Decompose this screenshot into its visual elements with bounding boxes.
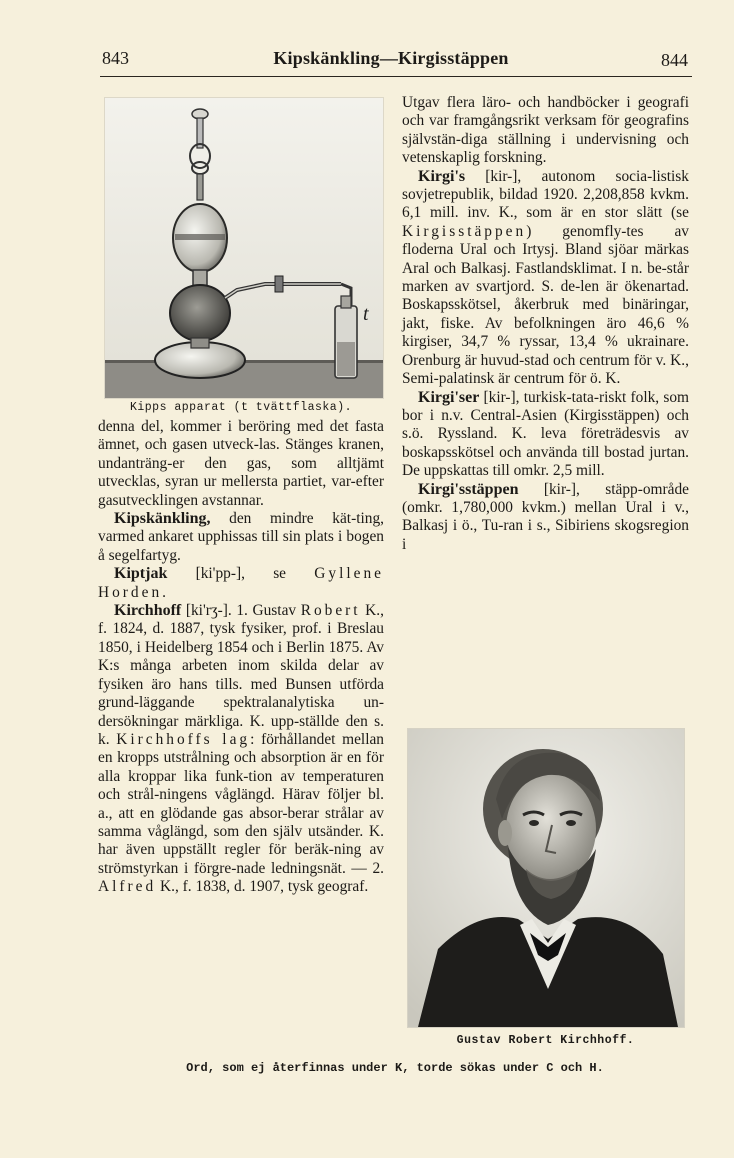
paragraph-kirchhoff-continued: Utgav flera läro- och handböcker i geografi och var framgångsrikt verksam för geografins självstän-diga ställning i undervisning och vetenskaplig forskning. <box>402 94 689 167</box>
headword-kirgisstappen: Kirgi'sstäppen <box>418 480 519 498</box>
headword-kirgis: Kirgi's <box>418 167 466 185</box>
headword-kirgiser: Kirgi'ser <box>418 388 480 406</box>
kipp-apparatus-drawing <box>105 98 383 398</box>
headword-kirchhoff: Kirchhoff <box>114 602 182 620</box>
entry-kirchhoff: Kirchhoff [ki'rʒ-]. 1. Gustav Robert K., f. 1824, d. 1887, tysk fysiker, prof. i Breslau 1850, i Heidelberg 1854 och i Berlin 1875. Av K:s många arbeten inom skilda delar av fysiken äro hans tills. med Bunsen utförda grund-läggande spektralanalytiska un-dersökningar märkliga. K. upp-ställde den s. k. Kirchhoffs lag: förhållandet mellan en kropps utstrålning och absorption är en för alla kroppar lika funk-tion av temperaturen och strål-ningens våglängd. Härav följer bl. a., att en glödande gas absor-berar strålar av samma våglängd, som den själv utsänder. K. har även uppställt regler för beräk-ning av strömstyrkan i förgre-nade ledningsnät. — 2. Alfred K., f. 1838, d. 1907, tysk geograf. <box>98 602 385 896</box>
headword-kiptjak: Kiptjak <box>114 565 168 583</box>
page-number-right: 844 <box>661 50 688 70</box>
page-title: Kipskänkling—Kirgisstäppen <box>273 48 509 68</box>
paragraph-kipp-continued: denna del, kommer i beröring med det fasta ämnet, och gasen utveck-las. Stänges kranen, undanträng-er den gas, som alltjämt utvecklas, syran ur mellersta partiet, var-efter gasutvecklingen avstannar. <box>98 418 384 509</box>
right-column-text <box>402 94 689 554</box>
portrait-drawing <box>408 729 684 1027</box>
entry-kipskankling: Kipskänkling, den mindre kät-ting, varmed ankaret upphissas till sin plats i bogen å segelfartyg. <box>98 510 384 564</box>
entry-kiptjak: Kiptjak [ki'pp-], se Gyllene Horden. <box>98 565 384 601</box>
kipp-apparatus-illustration <box>104 97 384 399</box>
header-rule <box>100 76 692 77</box>
wash-bottle-label: t <box>363 303 369 325</box>
headword-kipskankling: Kipskänkling, <box>114 510 211 528</box>
kirchhoff-portrait <box>407 728 685 1028</box>
left-column-text <box>98 418 384 897</box>
page-header <box>92 46 690 76</box>
page-number-left: 843 <box>102 48 129 68</box>
page-footer-note: Ord, som ej återfinnas under K, torde sökas under C och H. <box>186 1061 604 1075</box>
figure-caption-kipp: Kipps apparat (t tvättflaska). <box>129 401 353 414</box>
entry-kirgiser: Kirgi'ser [kir-], turkisk-tata-riskt folk, som bor i n.v. Central-Asien (Kirgisstäppen) och s.ö. Ryssland. K. leva företrädesvis av boskapsskötsel och använda till bostad jurtan. De uppskattas till omkr. 2,5 mill. <box>402 388 689 480</box>
figure-caption-portrait: Gustav Robert Kirchhoff. <box>456 1034 635 1047</box>
entry-kirgisstappen: Kirgi'sstäppen [kir-], stäpp-område (omkr. 1,780,000 kvkm.) mellan Ural i v., Balkasj i ö., Tu-ran i s., Sibiriens skogsregion i <box>402 480 689 553</box>
entry-kirgis: Kirgi's [kir-], autonom socia-listisk sovjetrepublik, bildad 1920. 2,208,858 kvkm. 6,1 mill. inv. K., som är en stor slätt (se Kirgisstäppen) genomfly-tes av floderna Ural och Irtysj. Bland sjöar märkas Aral och Balkasj. Fastlandsklimat. I n. be-står marken av svartjord. S. de-len är ökenartad. Boskapsskötsel, åkerbruk med binäringar, jakt, fiske. Av befolkningen äro 46,6 % kirgiser, 34,7 % ryssar, 13,4 % ukrainare. Orenburg är huvud-stad och centrum för v. K., Semi-palatinsk är centrum för ö. K. <box>402 167 689 388</box>
